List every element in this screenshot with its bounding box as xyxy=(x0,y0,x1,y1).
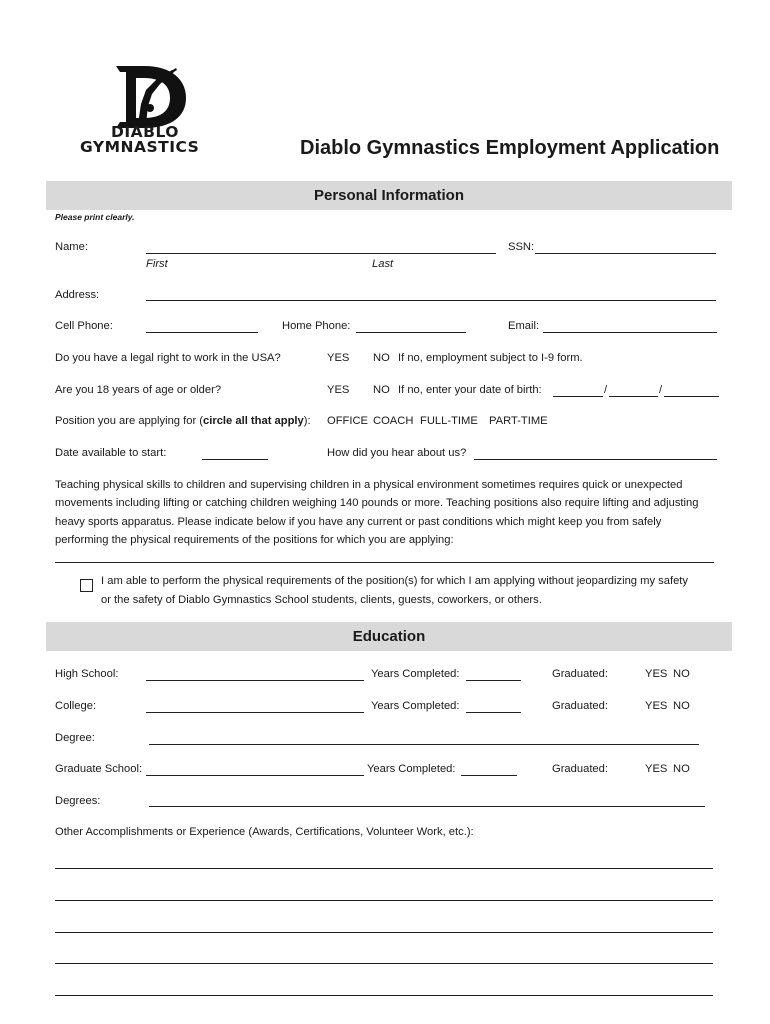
dob-label: If no, enter your date of birth: xyxy=(398,384,542,396)
name-field[interactable] xyxy=(146,253,496,254)
position-question-emphasis: circle all that apply xyxy=(203,415,304,427)
checkbox-statement-line-1: I am able to perform the physical requirements of the position(s) for which I am applying without jeopardizing my safety xyxy=(101,575,688,587)
cell-phone-field[interactable] xyxy=(146,332,258,333)
college-graduated-label: Graduated: xyxy=(552,700,608,712)
college-yes-option[interactable]: YES xyxy=(645,700,668,712)
cell-phone-label: Cell Phone: xyxy=(55,320,113,332)
other-accomplishments-line-2[interactable] xyxy=(55,900,713,901)
high-school-field[interactable] xyxy=(146,680,364,681)
degrees-label: Degrees: xyxy=(55,795,101,807)
other-accomplishments-line-1[interactable] xyxy=(55,868,713,869)
position-option-full-time[interactable]: FULL-TIME xyxy=(420,415,478,427)
physical-conditions-field[interactable] xyxy=(55,562,714,563)
checkbox-statement-line-2: or the safety of Diablo Gymnastics School students, clients, guests, coworkers, or others. xyxy=(101,594,542,606)
position-option-part-time[interactable]: PART-TIME xyxy=(489,415,548,427)
page-title: Diablo Gymnastics Employment Application xyxy=(300,137,720,159)
college-label: College: xyxy=(55,700,97,712)
degrees-field[interactable] xyxy=(149,806,705,807)
education-title: Education xyxy=(352,628,426,645)
college-field[interactable] xyxy=(146,712,364,713)
address-label: Address: xyxy=(55,289,100,301)
high-school-yes-option[interactable]: YES xyxy=(645,668,668,680)
position-option-coach[interactable]: COACH xyxy=(373,415,414,427)
legal-yes-option[interactable]: YES xyxy=(327,352,350,364)
date-available-field[interactable] xyxy=(202,459,268,460)
graduate-school-label: Graduate School: xyxy=(55,763,143,775)
other-accomplishments-label: Other Accomplishments or Experience (Awards, Certifications, Volunteer Work, etc.): xyxy=(55,826,474,838)
name-label: Name: xyxy=(55,241,88,253)
age-question: Are you 18 years of age or older? xyxy=(55,384,222,396)
high-school-years-field[interactable] xyxy=(466,680,521,681)
graduate-no-option[interactable]: NO xyxy=(673,763,690,775)
address-field[interactable] xyxy=(146,300,716,301)
dob-slash-1: / xyxy=(604,384,608,396)
home-phone-label: Home Phone: xyxy=(282,320,351,332)
first-name-caption: First xyxy=(146,258,168,270)
graduate-years-label: Years Completed: xyxy=(367,763,456,775)
legal-note: If no, employment subject to I-9 form. xyxy=(398,352,583,364)
position-question xyxy=(55,414,311,428)
dob-month-field[interactable] xyxy=(553,396,603,397)
last-name-caption: Last xyxy=(372,258,394,270)
home-phone-field[interactable] xyxy=(356,332,466,333)
ssn-field[interactable] xyxy=(535,253,716,254)
education-header xyxy=(46,622,732,651)
email-label: Email: xyxy=(508,320,540,332)
dob-year-field[interactable] xyxy=(664,396,719,397)
physical-ability-checkbox[interactable] xyxy=(80,579,93,592)
high-school-years-label: Years Completed: xyxy=(371,668,460,680)
legal-right-question: Do you have a legal right to work in the USA? xyxy=(55,352,281,364)
other-accomplishments-line-4[interactable] xyxy=(55,963,713,964)
other-accomplishments-line-3[interactable] xyxy=(55,932,713,933)
hear-about-label: How did you hear about us? xyxy=(327,447,467,459)
print-clearly-note: Please print clearly. xyxy=(55,212,135,222)
high-school-no-option[interactable]: NO xyxy=(673,668,690,680)
legal-no-option[interactable]: NO xyxy=(373,352,390,364)
position-question-end: ): xyxy=(303,415,311,427)
hear-about-field[interactable] xyxy=(474,459,717,460)
ssn-label: SSN: xyxy=(508,241,535,253)
physical-requirements-paragraph: Teaching physical skills to children and supervising children in a physical environment sometimes requires quick or unexpected movements including lifting or catching children weighing 140 pounds or more. Teaching positions also require lifting and adjusting heavy sports apparatus. Please indicate below if you have any current or past conditions which might keep you from safely performing the physical requirements of the positions for which you are applying: xyxy=(55,479,699,546)
graduate-years-field[interactable] xyxy=(461,775,517,776)
high-school-graduated-label: Graduated: xyxy=(552,668,608,680)
personal-info-title: Personal Information xyxy=(313,187,465,204)
other-accomplishments-line-5[interactable] xyxy=(55,995,713,996)
position-question-text: Position you are applying for ( xyxy=(55,415,204,427)
age-no-option[interactable]: NO xyxy=(373,384,390,396)
age-yes-option[interactable]: YES xyxy=(327,384,350,396)
logo-line-diablo: DIABLO xyxy=(111,123,179,141)
personal-info-header xyxy=(46,181,732,210)
position-option-office[interactable]: OFFICE xyxy=(327,415,369,427)
degree-field[interactable] xyxy=(149,744,699,745)
email-field[interactable] xyxy=(543,332,717,333)
dob-slash-2: / xyxy=(659,384,663,396)
gymnast-d-logo-icon xyxy=(110,64,188,130)
graduate-school-field[interactable] xyxy=(146,775,364,776)
college-years-label: Years Completed: xyxy=(371,700,460,712)
college-no-option[interactable]: NO xyxy=(673,700,690,712)
graduate-yes-option[interactable]: YES xyxy=(645,763,668,775)
college-years-field[interactable] xyxy=(466,712,521,713)
degree-label: Degree: xyxy=(55,732,95,744)
date-available-label: Date available to start: xyxy=(55,447,167,459)
graduate-graduated-label: Graduated: xyxy=(552,763,608,775)
high-school-label: High School: xyxy=(55,668,119,680)
dob-day-field[interactable] xyxy=(609,396,658,397)
logo-line-gymnastics: GYMNASTICS xyxy=(80,138,200,156)
